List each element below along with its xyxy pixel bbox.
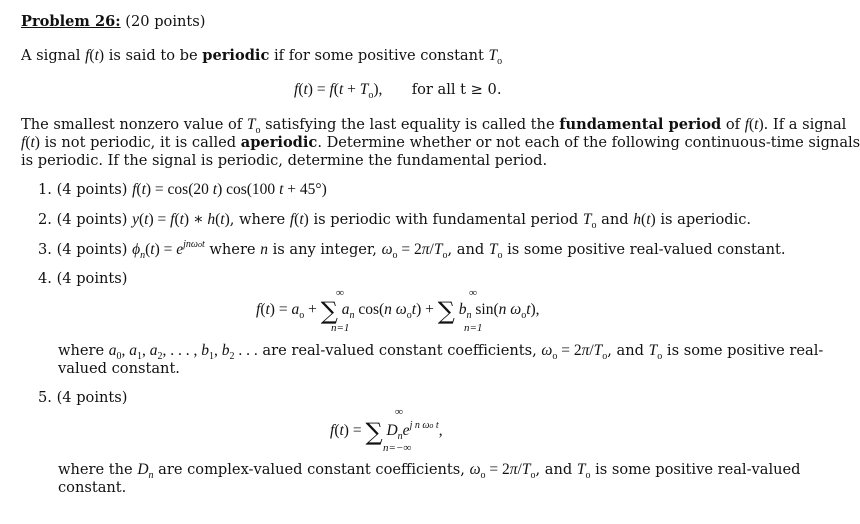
item-text: , where — [229, 211, 290, 228]
paragraph-line-1: The smallest nonzero value of $T_o$ satisfying the last equality is called the fundamental period of f(t). If a signal — [21, 116, 847, 136]
fourier-series-equation: $f(t) = a_o$ + ∑ $a_n$ cos(n $\omega_ot$) + ∑ $b_n$ sin(n $\omega_ot$), — [256, 297, 540, 325]
item-number: 3. — [38, 241, 52, 258]
list-item-3: 3. (4 points) $\phi_n(t) = e^{jn\omega ot}$ where n is any integer, $\omega_o = 2\pi/T_o$, and $T_o$ is some positive real-valued constant. — [38, 239, 786, 261]
item-points: (4 points) — [56, 389, 128, 406]
item-points: (4 points) — [56, 270, 128, 287]
item-text: constant. — [58, 479, 127, 496]
problem-header — [21, 13, 205, 31]
item-4-where-line-1: where $a_0$, $a_1$, $a_2$, . . . , $b_1$, $b_2$ . . . are real-valued constant coefficients, $\omega_o = 2\pi/T_o$, and $T_o$ is some positive real- — [58, 342, 824, 362]
equation-condition: for all t ≥ 0. — [411, 81, 502, 98]
item-text: are real-valued constant coefficients, — [257, 342, 542, 359]
paragraph-line-2: f(t) is not periodic, it is called aperiodic. Determine whether or not each of the following continuous-time signals — [21, 134, 860, 151]
item-text: and — [596, 211, 634, 228]
item-number: 2. — [38, 211, 52, 228]
item-text: where — [58, 342, 109, 359]
problem-title: Problem 26: — [21, 13, 121, 30]
item-points: (4 points) — [56, 241, 128, 258]
item-text: is some positive real-valued — [590, 461, 801, 478]
item-number: 1. — [38, 181, 52, 198]
para-text: is not periodic, it is called — [39, 134, 241, 151]
item-5-where-line-2 — [58, 479, 126, 497]
item-text: , and — [535, 461, 577, 478]
item-5-where-line-1: where the $D_n$ are complex-valued constant coefficients, $\omega_o = 2\pi/T_o$, and $T_o$ is some positive real-valued — [58, 461, 801, 481]
item-text: is aperiodic. — [655, 211, 752, 228]
para-text: is periodic. If the signal is periodic, determine the fundamental period. — [21, 152, 548, 169]
item-text: where the — [58, 461, 138, 478]
item-text: is any integer, — [267, 241, 382, 258]
item-text: valued constant. — [58, 360, 180, 377]
paragraph-line-3 — [21, 152, 547, 170]
intro-text-3: if for some positive constant — [269, 47, 489, 64]
para-text: of — [721, 116, 745, 133]
intro-text: A signal — [21, 47, 86, 64]
item-text: where — [204, 241, 261, 258]
exponential-series-equation: f(t) = ∑ $D_ne^{j n \omega o t}$, — [330, 418, 443, 446]
para-text: satisfying the last equality is called the — [260, 116, 560, 133]
list-item-2: 2. (4 points) y(t) = f(t) ∗ h(t), where f(t) is periodic with fundamental period $T_o$ and h(t) is aperiodic. — [38, 211, 752, 231]
periodic-equation: $f(t) = f(t + T_o)$, for all t ≥ 0. — [294, 81, 502, 101]
item-text: is periodic with fundamental period — [308, 211, 583, 228]
item-number: 4. — [38, 270, 52, 287]
item-text: is some positive real- — [662, 342, 824, 359]
list-item-4 — [38, 270, 127, 288]
item-text: , and — [607, 342, 649, 359]
intro-text-2: is said to be — [104, 47, 203, 64]
problem-points: (20 points) — [125, 13, 206, 30]
math-f-t: f — [85, 47, 90, 64]
problem-document: Problem 26: (20 points) A signal f(t) is said to be periodic if for some positive constant $T_o$ $f(t) = f(t + T_o)$, for all t ≥ 0. The smallest nonzero value of $T_o$ satisfying the last equality is called the fundamental period of f(t). If a signal f(t) is not periodic, it is called aperiodic. Determine whether or not each of the following continuous-time signals is periodic. If the signal is periodic, determine the fundamental period. 1. (4 points) f(t) = cos(20 t) cos(100 t + 45°) 2. (4 points) y(t) = f(t) ∗ h(t), where f(t) is periodic with fundamental period $T_o$ and h(t) is aperiodic. 3. (4 points) $\phi_n(t) = e^{jn\omega ot}$ where n is any integer, $\omega_o = 2\pi/T_o$, and $T_o$ is some positive real-valued constant. 4. (4 points) $f(t) = a_o$ + ∑ $a_n$ cos(n $\omega_ot$) + ∑ $b_n$ sin(n $\omega_ot$), ∞ n=1 ∞ n=1 where $a_0$, $a_1$, $a_2$, . . . , $b_1$, $b_2$ . . . are real-valued constant coefficients, $\omega_o = 2\pi/T_o$, and $T_o$ is some positive real- valued constant. 5. (4 points) f(t) = ∑ $D_ne^{j n \omega o t}$, ∞ n=−∞ where the $D_n$ are complex-valued constant coefficients, $\omega_o = 2\pi/T_o$, and $T_o$ is some positive real-valued constant. — [21, 13, 860, 496]
item-number: 5. — [38, 389, 52, 406]
periodic-bold: periodic — [202, 47, 270, 64]
item-text: is some positive real-valued constant. — [502, 241, 786, 258]
para-text: . Determine whether or not each of the following continuous-time signals — [317, 134, 860, 151]
item-text: , and — [447, 241, 489, 258]
item-points: (4 points) — [56, 181, 128, 198]
aperiodic-bold: aperiodic — [240, 134, 318, 151]
fundamental-period-bold: fundamental period — [559, 116, 722, 133]
item-4-where-line-2 — [58, 360, 180, 378]
list-item-5 — [38, 389, 127, 407]
list-item-1: 1. (4 points) f(t) = cos(20 t) cos(100 t + 45°) — [38, 181, 327, 198]
para-text: The smallest nonzero value of — [21, 116, 247, 133]
para-text: . If a signal — [763, 116, 847, 133]
item-points: (4 points) — [56, 211, 128, 228]
item-text: are complex-valued constant coefficients, — [153, 461, 470, 478]
intro-line: A signal f(t) is said to be periodic if for some positive constant $T_o$ — [21, 47, 503, 67]
